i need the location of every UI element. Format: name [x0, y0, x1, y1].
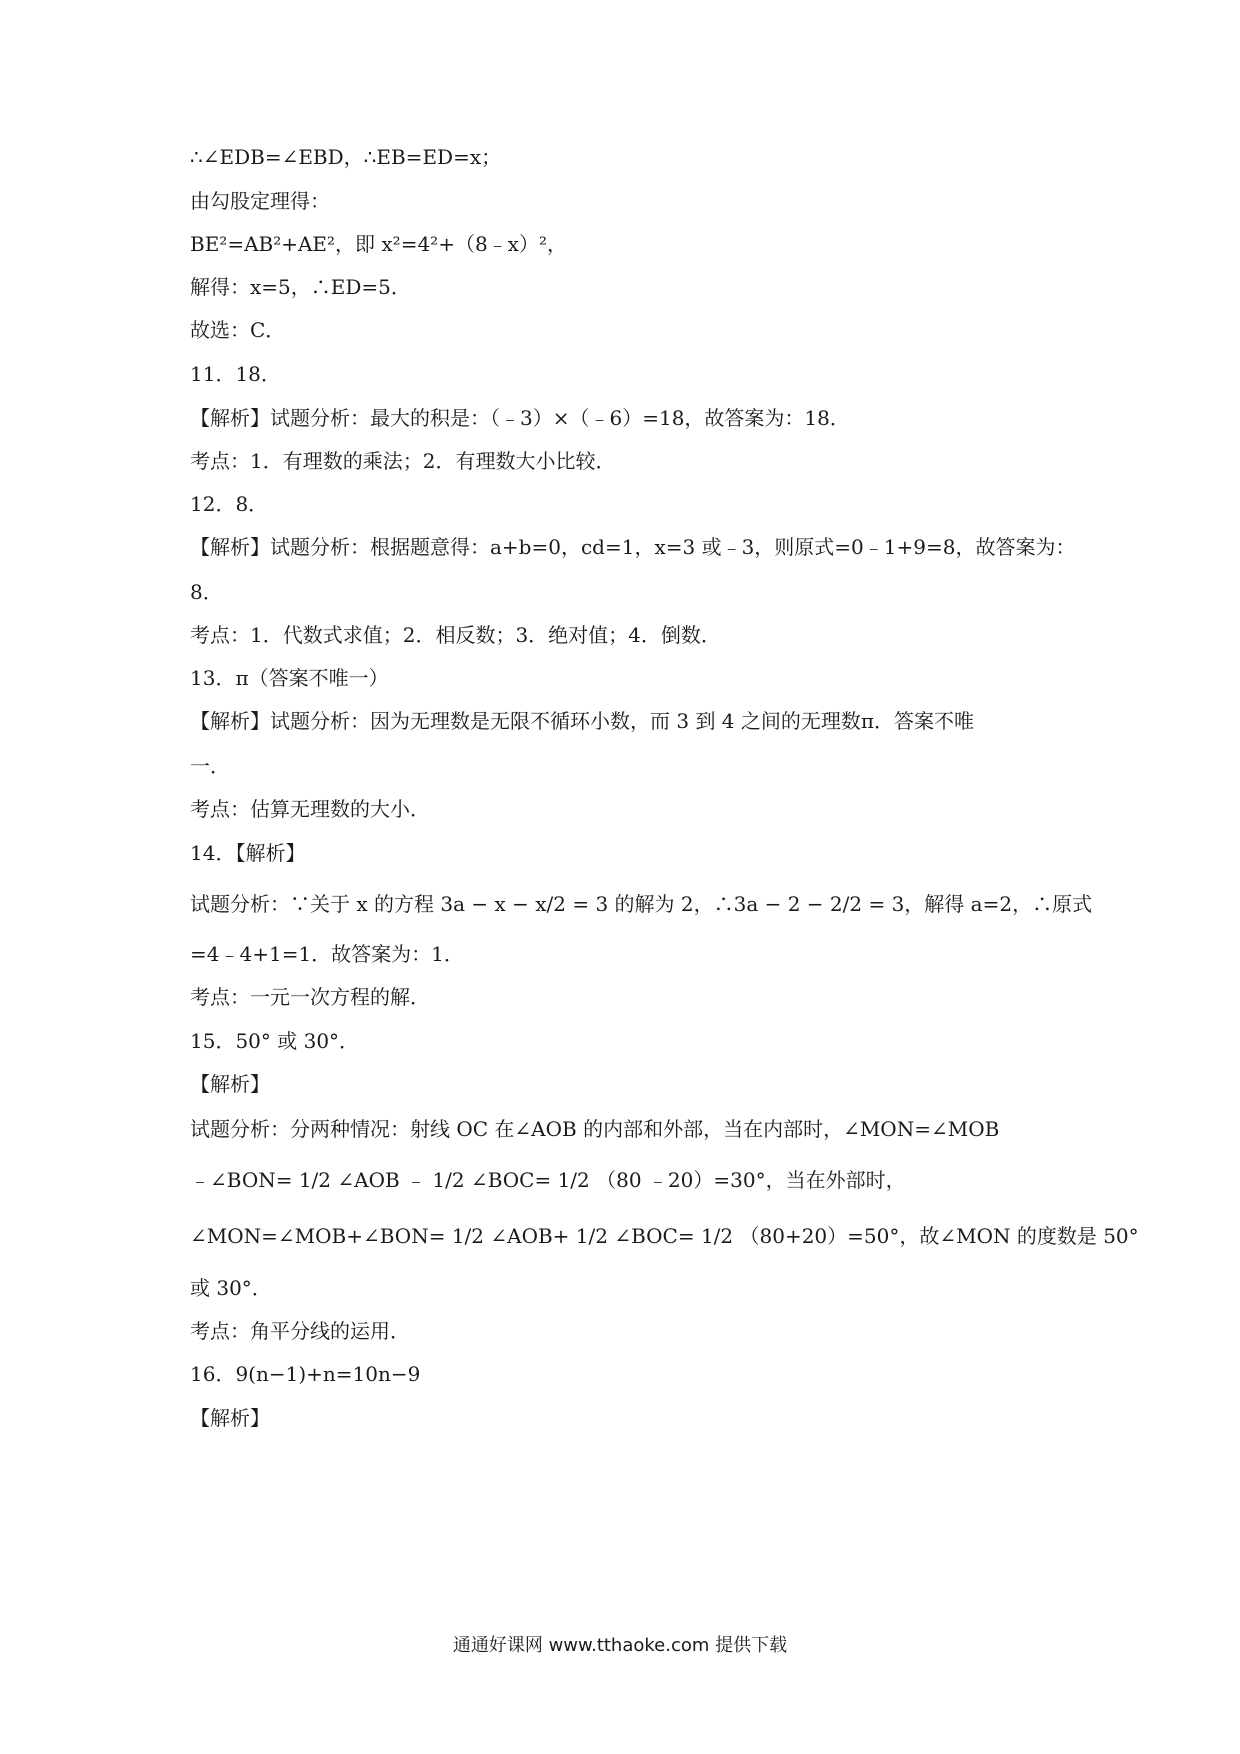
analysis-line: 试题分析：∵关于 x 的方程 3a − x − x/2 = 3 的解为 2，∴3a − 2 − 2/2 = 3，解得 a=2，∴原式 [190, 892, 1093, 916]
text-line: 解得：x=5，∴ED=5． [190, 275, 411, 299]
text-line: ∴∠EDB=∠EBD，∴EB=ED=x； [190, 145, 502, 169]
text-line: ﹣∠BON= 1/2 ∠AOB ﹣ 1/2 ∠BOC= 1/2 （80 ﹣20）=30°，当在外部时， [190, 1168, 906, 1192]
question-number: 16．9(n−1)+n=10n−9 [190, 1362, 421, 1386]
text-line: 由勾股定理得： [190, 189, 330, 213]
page-footer: 通通好课网 www.tthaoke.com 提供下载 [452, 1635, 788, 1656]
question-number: 14．【解析】 [190, 841, 306, 865]
analysis-heading: 【解析】 [190, 1072, 270, 1096]
knowledge-point-line: 考点：一元一次方程的解． [190, 985, 430, 1009]
analysis-line: 试题分析：分两种情况：射线 OC 在∠AOB 的内部和外部，当在内部时，∠MON=∠MOB [190, 1117, 1000, 1141]
knowledge-point-line: 考点：估算无理数的大小． [190, 797, 430, 821]
knowledge-point-line: 考点：1．代数式求值；2．相反数；3．绝对值；4．倒数． [190, 623, 721, 647]
question-number: 11．18． [190, 362, 281, 386]
analysis-line: 【解析】试题分析：根据题意得：a+b=0，cd=1，x=3 或﹣3，则原式=0﹣1+9=8，故答案为： [190, 535, 1076, 559]
analysis-line: 【解析】试题分析：最大的积是：（﹣3）×（﹣6）=18，故答案为：18． [190, 406, 850, 430]
text-line: 8． [190, 580, 223, 604]
text-line: 或 30°． [190, 1276, 272, 1300]
text-line: 故选：C． [190, 318, 286, 342]
question-number: 12．8． [190, 492, 269, 516]
text-line: 一． [190, 754, 230, 778]
knowledge-point-line: 考点：1．有理数的乘法；2．有理数大小比较． [190, 449, 616, 473]
question-number: 13．π（答案不唯一） [190, 666, 389, 690]
text-line: =4﹣4+1=1．故答案为：1． [190, 942, 464, 966]
question-number: 15．50° 或 30°． [190, 1029, 360, 1053]
text-line: BE²=AB²+AE²，即 x²=4²+（8﹣x）²， [190, 232, 567, 256]
text-line: ∠MON=∠MOB+∠BON= 1/2 ∠AOB+ 1/2 ∠BOC= 1/2 （80+20）=50°，故∠MON 的度数是 50° [190, 1224, 1139, 1248]
analysis-line: 【解析】试题分析：因为无理数是无限不循环小数，而 3 到 4 之间的无理数π．答案不唯 [190, 709, 975, 733]
knowledge-point-line: 考点：角平分线的运用． [190, 1319, 410, 1343]
analysis-heading: 【解析】 [190, 1406, 270, 1430]
